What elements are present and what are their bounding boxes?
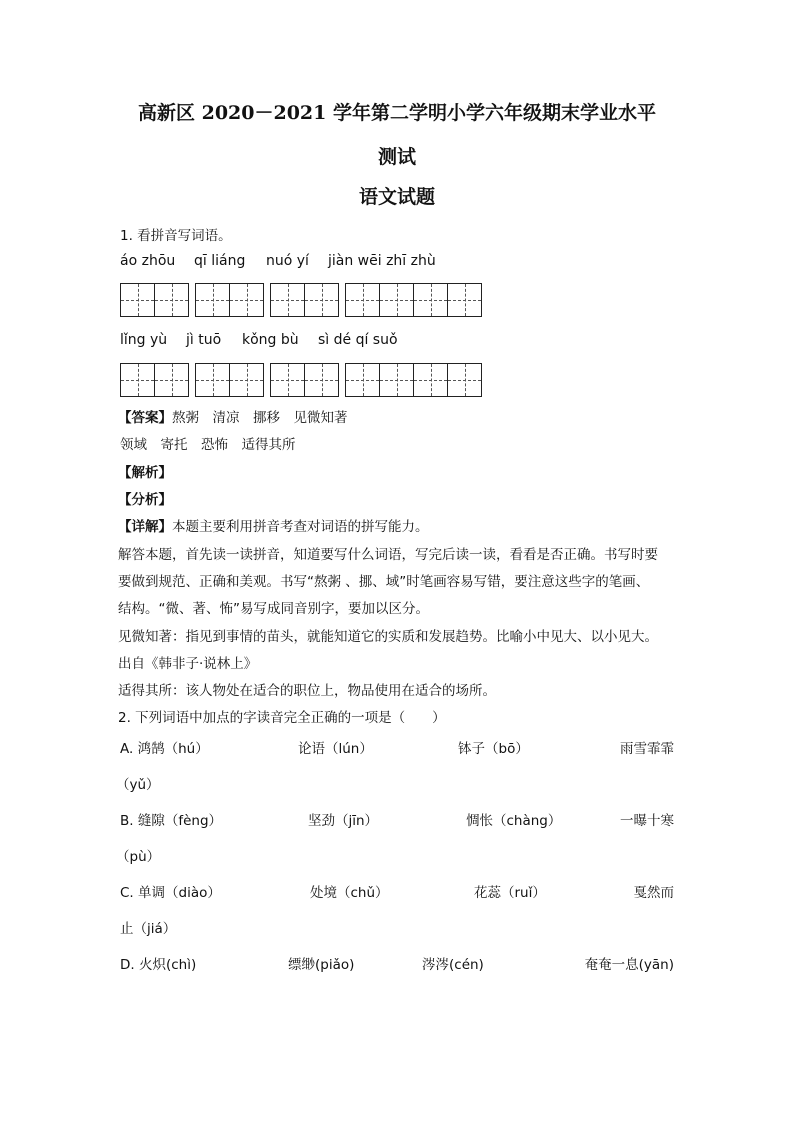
grid-cell bbox=[345, 363, 380, 397]
grid-cell bbox=[379, 363, 414, 397]
page-subtitle: 语文试题 bbox=[358, 186, 435, 208]
grid-cell bbox=[304, 363, 339, 397]
detail-text: 本题主要利用拼音考查对词语的拼写能力。 bbox=[172, 519, 429, 535]
para1-line-1: 解答本题，首先读一读拼音，知道要写什么词语，写完后读一读，看看是否正确。书写时要 bbox=[118, 547, 658, 563]
pinyin-1: áo zhōu bbox=[120, 253, 176, 269]
grid-group bbox=[120, 363, 188, 397]
page-title: 高新区 2020－2021 学年第二学明小学六年级期末学业水平 bbox=[138, 102, 656, 124]
answer-label: 【答案】 bbox=[118, 410, 172, 426]
option-b-1: B. 缝隙（fèng） bbox=[120, 813, 223, 829]
grid-cell bbox=[379, 283, 414, 317]
grid-cell bbox=[195, 363, 230, 397]
grid-cell bbox=[154, 283, 189, 317]
grid-group bbox=[120, 283, 188, 317]
page-title-continued: 测试 bbox=[377, 146, 416, 168]
grid-cell bbox=[345, 283, 380, 317]
option-a-4: 雨雪霏霏 bbox=[620, 741, 674, 757]
option-c-1: C. 单调（diào） bbox=[120, 885, 221, 901]
fenxi-label: 【分析】 bbox=[118, 492, 172, 508]
option-c-wrap: 止（jiá） bbox=[120, 921, 177, 937]
grid-cell bbox=[413, 283, 448, 317]
analysis-label: 【解析】 bbox=[118, 465, 172, 481]
option-c-2: 处境（chǔ） bbox=[310, 885, 389, 901]
grid-group bbox=[195, 363, 263, 397]
grid-cell bbox=[120, 363, 155, 397]
pinyin-3: nuó yí bbox=[266, 253, 309, 269]
grid-cell bbox=[195, 283, 230, 317]
option-a-wrap: （yǔ） bbox=[116, 777, 160, 793]
pinyin-7: kǒng bù bbox=[242, 332, 299, 348]
option-a-3: 钵子（bō） bbox=[458, 741, 529, 757]
option-b-3: 惆怅（chàng） bbox=[466, 813, 562, 829]
grid-group bbox=[345, 363, 481, 397]
grid-group bbox=[195, 283, 263, 317]
grid-group bbox=[270, 363, 338, 397]
detail-line bbox=[118, 515, 429, 535]
answer-line-1 bbox=[118, 406, 348, 426]
option-b-4: 一曝十寒 bbox=[620, 813, 674, 829]
option-d-4: 奄奄一息(yān) bbox=[584, 957, 674, 973]
answer-text-1: 熬粥 清凉 挪移 见微知著 bbox=[172, 410, 348, 426]
option-b-wrap: （pù） bbox=[116, 849, 161, 865]
pinyin-8: sì dé qí suǒ bbox=[318, 332, 398, 348]
grid-cell bbox=[120, 283, 155, 317]
option-d-1: D. 火炽(chì) bbox=[120, 957, 197, 973]
grid-group bbox=[270, 283, 338, 317]
q1-prompt: 1. 看拼音写词语。 bbox=[120, 228, 232, 244]
pinyin-6: jì tuō bbox=[186, 332, 222, 348]
para3: 适得其所：该人物处在适合的职位上，物品使用在适合的场所。 bbox=[118, 683, 496, 699]
option-c-4: 戛然而 bbox=[633, 885, 674, 901]
answer-line-2: 领域 寄托 恐怖 适得其所 bbox=[120, 437, 296, 453]
grid-cell bbox=[447, 363, 482, 397]
detail-label: 【详解】 bbox=[118, 519, 172, 535]
para2-line-2: 出自《韩非子·说林上》 bbox=[118, 656, 258, 672]
option-d-2: 缥缈(piǎo) bbox=[288, 957, 355, 973]
option-c-3: 花蕊（ruǐ） bbox=[474, 885, 546, 901]
grid-cell bbox=[229, 363, 264, 397]
grid-cell bbox=[413, 363, 448, 397]
q2-prompt: 2. 下列词语中加点的字读音完全正确的一项是（ ） bbox=[118, 710, 446, 726]
option-a-2: 论语（lún） bbox=[298, 741, 373, 757]
para1-line-3: 结构。“微、著、怖”易写成同音别字，要加以区分。 bbox=[118, 601, 429, 617]
grid-cell bbox=[304, 283, 339, 317]
option-d-3: 涔涔(cén) bbox=[422, 957, 484, 973]
grid-group bbox=[345, 283, 481, 317]
option-a-1: A. 鸿鹄（hú） bbox=[120, 741, 209, 757]
option-b-2: 坚劲（jīn） bbox=[308, 813, 379, 829]
para1-line-2: 要做到规范、正确和美观。书写“熬粥 、挪、域”时笔画容易写错，要注意这些字的笔画、 bbox=[118, 574, 650, 590]
grid-cell bbox=[229, 283, 264, 317]
pinyin-5: lǐng yù bbox=[120, 332, 168, 348]
pinyin-4: jiàn wēi zhī zhù bbox=[328, 253, 436, 269]
grid-cell bbox=[270, 283, 305, 317]
grid-cell bbox=[154, 363, 189, 397]
grid-cell bbox=[270, 363, 305, 397]
grid-cell bbox=[447, 283, 482, 317]
pinyin-2: qī liáng bbox=[194, 253, 246, 269]
para2-line-1: 见微知著：指见到事情的苗头，就能知道它的实质和发展趋势。比喻小中见大、以小见大。 bbox=[118, 629, 658, 645]
